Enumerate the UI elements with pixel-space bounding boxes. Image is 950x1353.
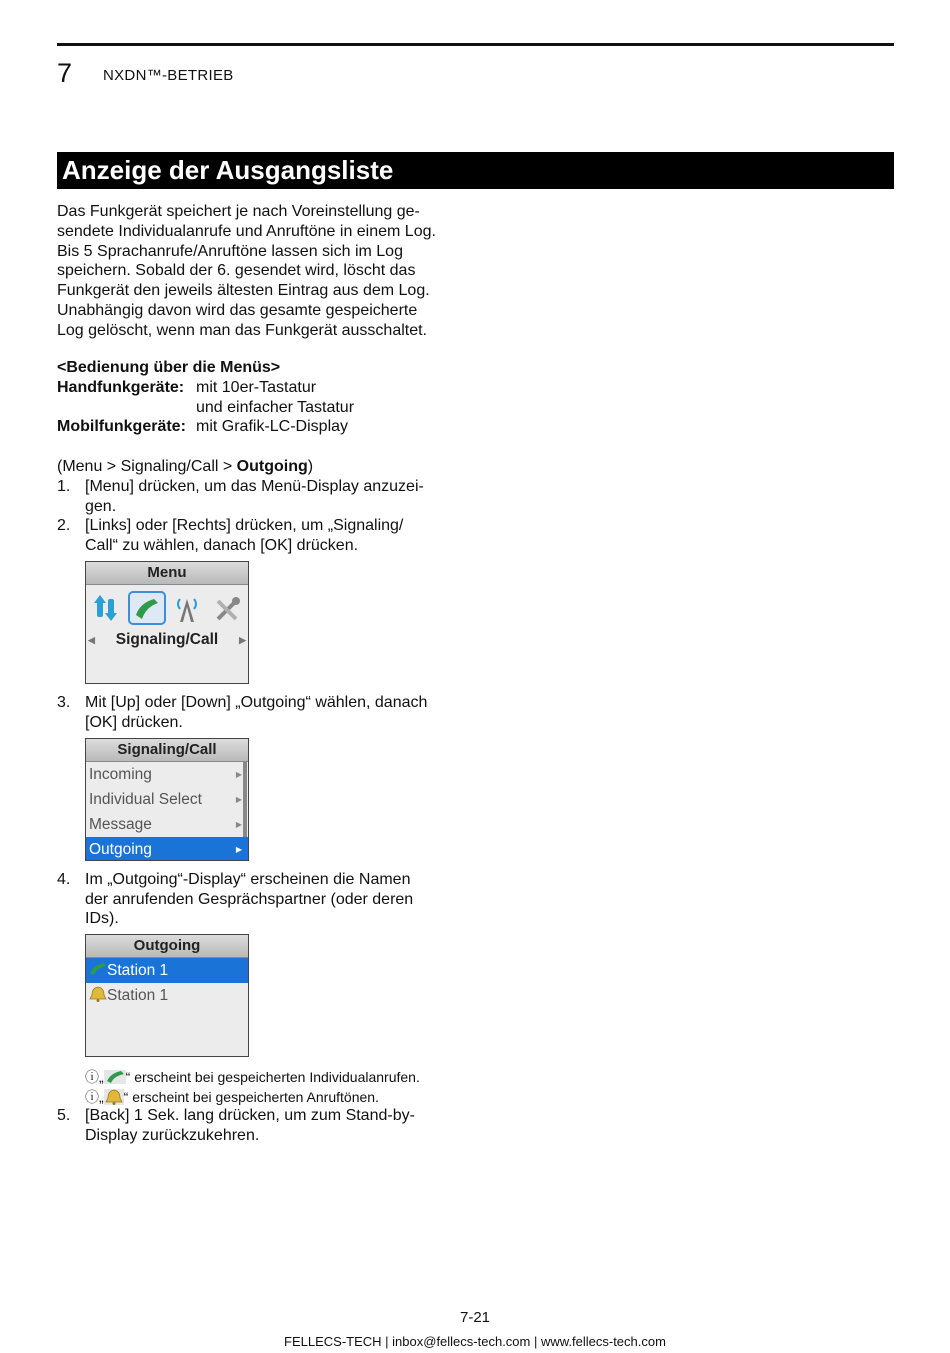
phone-icon: [89, 962, 107, 976]
bell-icon: [104, 1089, 124, 1105]
step-text: [85, 516, 403, 555]
menu-icon-row: [86, 585, 248, 625]
step-line: [Menu] drücken, um das Menü-Display anzuzei-: [85, 478, 424, 495]
mobile-label: Mobilfunkgeräte:: [57, 418, 186, 435]
step-number: 5.: [57, 1107, 71, 1124]
operation-heading: <Bedienung über die Menüs>: [57, 359, 281, 376]
phone-icon: [128, 591, 166, 625]
tools-icon: [214, 595, 242, 623]
chevron-right-icon: ▶: [235, 820, 242, 829]
hand-value-1: mit 10er-Tastatur: [196, 379, 317, 396]
intro-line: Funkgerät den jeweils ältesten Eintrag aus dem Log.: [57, 282, 430, 300]
step-line: Im „Outgoing“-Display“ erscheinen die Namen: [85, 871, 411, 888]
info-icon: ⓘ: [85, 1089, 99, 1105]
chevron-right-icon: ▶: [235, 845, 242, 854]
list-item-label: Station 1: [107, 962, 169, 979]
list-item-label: Station 1: [107, 987, 169, 1004]
antenna-icon: [174, 595, 200, 623]
scrollbar: [243, 762, 247, 837]
list-item-selected[interactable]: [86, 837, 248, 861]
chevron-right-icon: ▶: [235, 795, 242, 804]
note-quote-open: „: [99, 1069, 104, 1085]
page-number: 7-21: [459, 1309, 491, 1326]
step-line: Display zurückzukehren.: [85, 1126, 260, 1144]
list-item-label: Incoming: [89, 766, 152, 783]
note-phone: [85, 1068, 420, 1086]
step-text: [85, 477, 424, 516]
menu-path-suffix: ): [307, 458, 314, 475]
intro-paragraph: [57, 202, 457, 341]
step-number: 4.: [57, 871, 71, 888]
step-text: [85, 870, 413, 929]
step-line: der anrufenden Gesprächspartner (oder deren: [85, 890, 414, 908]
menu-selection: [86, 625, 248, 655]
list-item-label: Outgoing: [89, 841, 152, 858]
step-number: 1.: [57, 478, 71, 495]
menu-selection-label: Signaling/Call: [115, 631, 219, 648]
hand-value-2: und einfacher Tastatur: [196, 399, 355, 416]
menu-path-prefix: (Menu > Signaling/Call >: [57, 458, 237, 475]
note-text: “ erscheint bei gespeicherten Anruftönen.: [123, 1089, 379, 1105]
step-number: 3.: [57, 694, 71, 711]
screen-title: Outgoing: [86, 935, 248, 958]
list-item[interactable]: [86, 787, 248, 812]
step-line: Mit [Up] oder [Down] „Outgoing“ wählen, danach: [85, 694, 428, 711]
menu-path-bold: Outgoing: [236, 458, 308, 475]
list-item[interactable]: [86, 983, 248, 1008]
note-text: “ erscheint bei gespeicherten Individualanrufen.: [125, 1069, 420, 1085]
phone-icon: [104, 1070, 126, 1084]
left-arrow-icon: ◀: [88, 635, 95, 645]
step-line: [Back] 1 Sek. lang drücken, um zum Stand-by-: [85, 1107, 415, 1124]
outgoing-screen: [85, 934, 249, 1057]
header-rule: [57, 43, 894, 46]
chapter-number: 7: [57, 58, 73, 88]
step-number: 2.: [57, 517, 71, 534]
step-line: [Links] oder [Rechts] drücken, um „Signaling/: [85, 517, 404, 534]
menu-screen: [85, 561, 249, 684]
list-item-label: Message: [89, 816, 152, 833]
list-item[interactable]: [86, 812, 248, 837]
mobile-value: mit Grafik-LC-Display: [196, 418, 349, 435]
intro-line: speichern. Sobald der 6. gesendet wird, löscht das: [57, 262, 416, 280]
step-text: [85, 693, 427, 732]
step-line: gen.: [85, 497, 117, 515]
intro-line: Log gelöscht, wenn man das Funkgerät ausschaltet.: [57, 321, 427, 339]
step-line: [OK] drücken.: [85, 713, 183, 731]
intro-line: sendete Individualanrufe und Anruftöne in einem Log.: [57, 222, 436, 240]
footer-contact: FELLECS-TECH | inbox@fellecs-tech.com | www.fellecs-tech.com: [284, 1334, 666, 1349]
chevron-right-icon: ▶: [235, 770, 242, 779]
settings-arrows-icon: [94, 595, 118, 621]
list-item[interactable]: [86, 762, 248, 787]
intro-line: Bis 5 Sprachanrufe/Anruftöne lassen sich im Log: [57, 242, 403, 260]
section-title: Anzeige der Ausgangsliste: [57, 152, 894, 189]
info-icon: ⓘ: [85, 1069, 99, 1085]
note-quote-open: „: [99, 1089, 104, 1105]
hand-label: Handfunkgeräte:: [57, 379, 185, 396]
right-arrow-icon: ▶: [239, 635, 246, 645]
intro-line: Unabhängig davon wird das gesamte gespeicherte: [57, 301, 418, 319]
step-text: [85, 1106, 415, 1145]
step-line: IDs).: [85, 910, 119, 928]
list-item-selected[interactable]: [86, 958, 248, 983]
chapter-title: NXDN™-BETRIEB: [103, 67, 234, 84]
screen-title: Menu: [86, 562, 248, 585]
list-item-label: Individual Select: [89, 791, 202, 808]
screen-title: Signaling/Call: [86, 739, 248, 762]
menu-path: [57, 457, 313, 477]
note-bell: [85, 1088, 379, 1106]
bell-icon: [89, 986, 107, 1002]
step-line: Call“ zu wählen, danach [OK] drücken.: [85, 536, 359, 554]
intro-line: Das Funkgerät speichert je nach Voreinstellung ge-: [57, 203, 420, 220]
signaling-call-screen: [85, 738, 249, 861]
